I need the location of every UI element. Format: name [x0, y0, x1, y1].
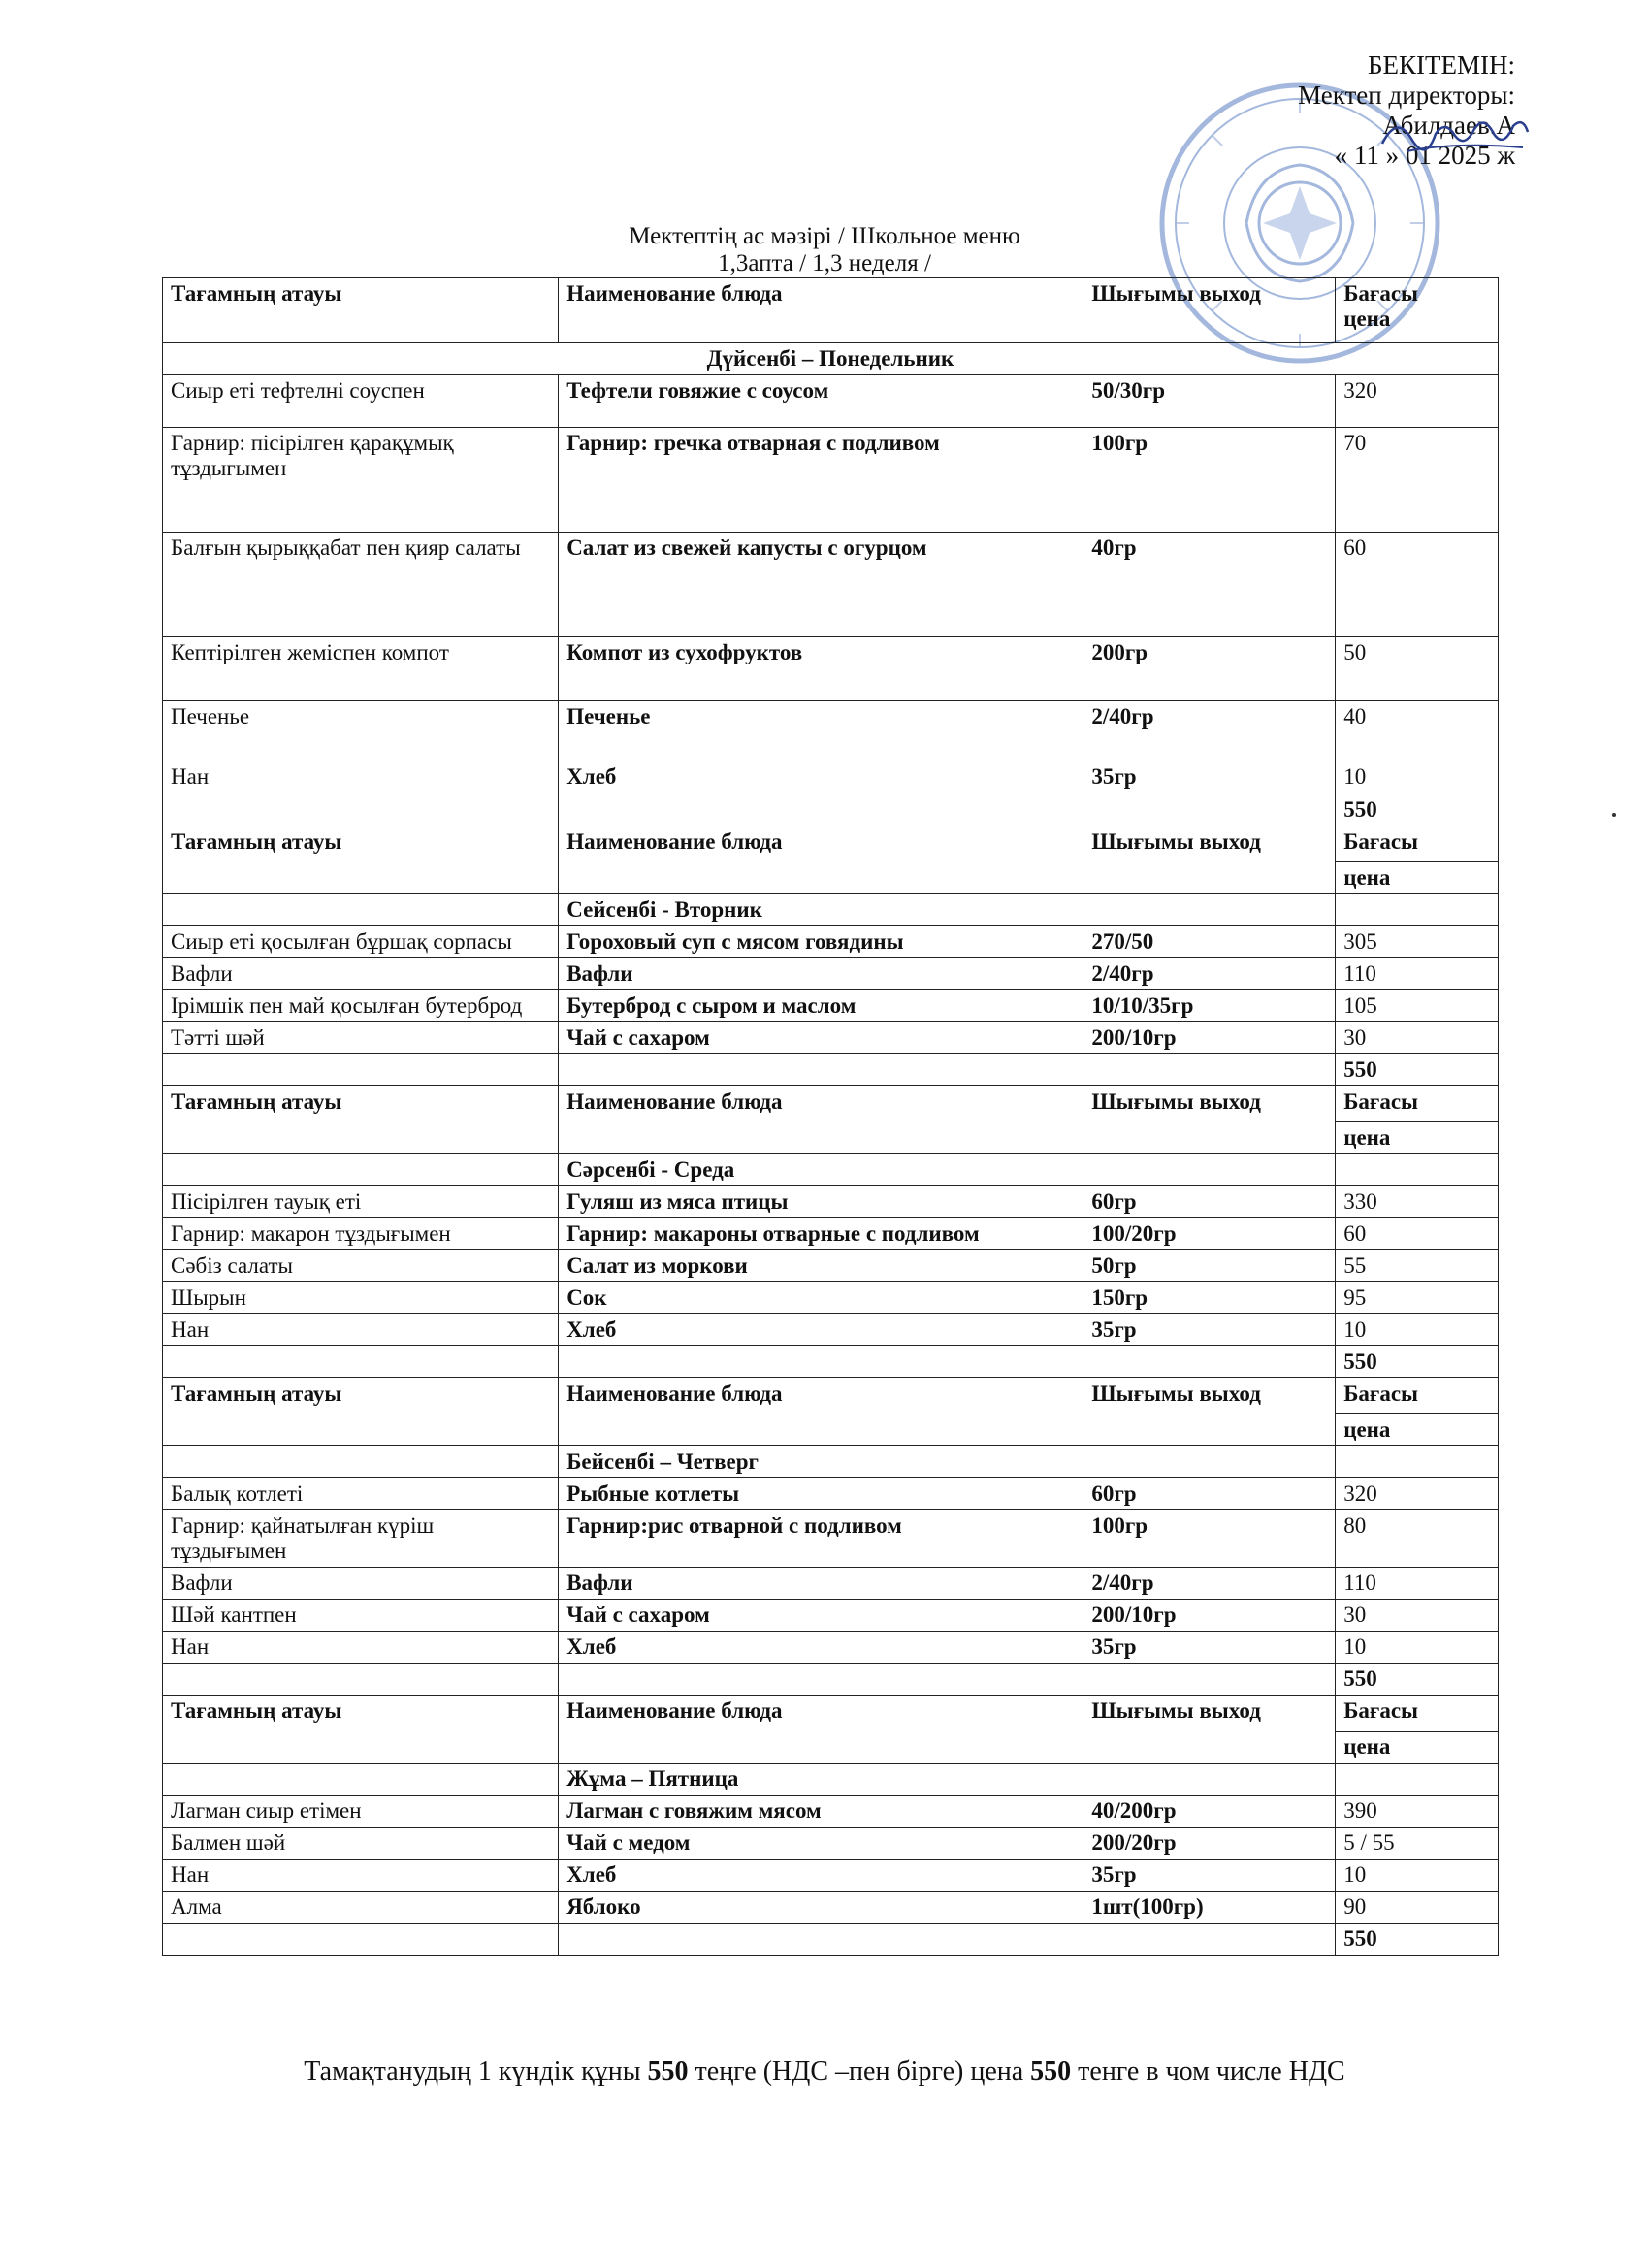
dish-output: 60гр — [1083, 1186, 1336, 1218]
header-price-ru: цена — [1336, 1414, 1499, 1446]
dish-output: 100гр — [1083, 428, 1336, 533]
total-empty — [1083, 794, 1336, 826]
header-output: Шығымы выход — [1083, 1378, 1336, 1414]
header-empty — [163, 1414, 559, 1446]
header-price-kz: Бағасы — [1336, 1378, 1499, 1414]
header-price-ru: цена — [1336, 862, 1499, 894]
dish-price: 330 — [1336, 1186, 1499, 1218]
dish-price: 50 — [1336, 637, 1499, 701]
table-row — [163, 1510, 1499, 1568]
header-output: Шығымы выход — [1083, 278, 1336, 343]
table-row — [163, 1860, 1499, 1892]
approval-position: Мектеп директоры: — [1298, 81, 1515, 110]
total-row — [163, 1054, 1499, 1086]
day-row — [163, 1446, 1499, 1478]
dish-price: 70 — [1336, 428, 1499, 533]
table-row — [163, 1568, 1499, 1600]
dish-price: 10 — [1336, 1314, 1499, 1346]
day-name: Жұма – Пятница — [559, 1764, 1083, 1796]
dish-price: 105 — [1336, 990, 1499, 1022]
dish-name-kz: Ірімшік пен май қосылған бутерброд — [163, 990, 559, 1022]
day-total: 550 — [1336, 1054, 1499, 1086]
total-row — [163, 1664, 1499, 1696]
table-row — [163, 761, 1499, 794]
dish-name-kz: Шәй кантпен — [163, 1600, 559, 1632]
table-row — [163, 701, 1499, 761]
day-empty — [1336, 1446, 1499, 1478]
dish-name-kz: Сиыр еті тефтелні соуспен — [163, 375, 559, 428]
dish-name-ru: Хлеб — [559, 761, 1083, 794]
table-header-row — [163, 1378, 1499, 1414]
dish-output: 60гр — [1083, 1478, 1336, 1510]
table-header-row-2 — [163, 1414, 1499, 1446]
day-row — [163, 1154, 1499, 1186]
dish-name-ru: Хлеб — [559, 1632, 1083, 1664]
dish-output: 2/40гр — [1083, 1568, 1336, 1600]
table-header-row — [163, 1696, 1499, 1732]
dish-name-ru: Вафли — [559, 958, 1083, 990]
total-empty — [559, 1346, 1083, 1378]
dish-name-ru: Хлеб — [559, 1314, 1083, 1346]
dish-name-kz: Пісірілген тауық еті — [163, 1186, 559, 1218]
dish-name-ru: Гарнир: макароны отварные с подливом — [559, 1218, 1083, 1250]
header-empty — [163, 862, 559, 894]
dish-name-kz: Нан — [163, 1314, 559, 1346]
dish-price: 10 — [1336, 761, 1499, 794]
approval-name: Абилдаев.А — [1382, 111, 1515, 140]
dish-name-kz: Гарнир: қайнатылған күріш тұздығымен — [163, 1510, 559, 1568]
dish-output: 10/10/35гр — [1083, 990, 1336, 1022]
dish-name-ru: Чай с медом — [559, 1828, 1083, 1860]
table-header-row-2 — [163, 862, 1499, 894]
dish-name-ru: Бутерброд с сыром и маслом — [559, 990, 1083, 1022]
total-empty — [1083, 1054, 1336, 1086]
day-name: Сәрсенбі - Среда — [559, 1154, 1083, 1186]
day-empty — [163, 1764, 559, 1796]
dish-price: 110 — [1336, 958, 1499, 990]
header-empty — [559, 1414, 1083, 1446]
dish-price: 60 — [1336, 533, 1499, 637]
dish-output: 2/40гр — [1083, 958, 1336, 990]
table-row — [163, 1218, 1499, 1250]
dish-name-ru: Рыбные котлеты — [559, 1478, 1083, 1510]
dish-output: 200/20гр — [1083, 1828, 1336, 1860]
dish-output: 100/20гр — [1083, 1218, 1336, 1250]
dish-price: 55 — [1336, 1250, 1499, 1282]
header-kz-name: Тағамның атауы — [163, 278, 559, 343]
day-empty — [163, 1446, 559, 1478]
table-row — [163, 1892, 1499, 1924]
table-row — [163, 1186, 1499, 1218]
total-empty — [163, 1054, 559, 1086]
dish-price: 60 — [1336, 1218, 1499, 1250]
day-name: Дүйсенбі – Понедельник — [163, 343, 1499, 375]
table-row — [163, 428, 1499, 533]
dish-name-ru: Яблоко — [559, 1892, 1083, 1924]
table-header-row-2 — [163, 1732, 1499, 1764]
dish-name-kz: Нан — [163, 1632, 559, 1664]
dish-name-kz: Гарнир: пісірілген қарақұмық тұздығымен — [163, 428, 559, 533]
day-empty — [1083, 1764, 1336, 1796]
header-empty — [163, 1122, 559, 1154]
day-name: Сейсенбі - Вторник — [559, 894, 1083, 926]
header-kz-name: Тағамның атауы — [163, 1086, 559, 1122]
dish-name-kz: Тәтті шәй — [163, 1022, 559, 1054]
dish-price: 10 — [1336, 1632, 1499, 1664]
header-price-kz: Бағасы — [1343, 281, 1419, 306]
table-row — [163, 926, 1499, 958]
dish-name-kz: Балық котлеті — [163, 1478, 559, 1510]
dish-price: 10 — [1336, 1860, 1499, 1892]
dish-name-kz: Сәбіз салаты — [163, 1250, 559, 1282]
day-empty — [1336, 894, 1499, 926]
total-empty — [163, 1924, 559, 1956]
dish-name-ru: Гарнир:рис отварной с подливом — [559, 1510, 1083, 1568]
dish-price: 95 — [1336, 1282, 1499, 1314]
dish-price: 110 — [1336, 1568, 1499, 1600]
dish-name-ru: Сок — [559, 1282, 1083, 1314]
header-price-ru: цена — [1343, 307, 1391, 331]
dish-price: 90 — [1336, 1892, 1499, 1924]
table-row — [163, 1250, 1499, 1282]
table-row — [163, 1632, 1499, 1664]
dish-name-kz: Гарнир: макарон тұздығымен — [163, 1218, 559, 1250]
dish-price: 320 — [1336, 1478, 1499, 1510]
total-empty — [559, 1924, 1083, 1956]
total-row — [163, 1346, 1499, 1378]
table-header-row — [163, 826, 1499, 862]
day-empty — [1336, 1764, 1499, 1796]
dish-name-kz: Балмен шәй — [163, 1828, 559, 1860]
approval-date: « 11 » 01 2025 ж — [1334, 141, 1515, 170]
header-ru-name: Наименование блюда — [559, 826, 1083, 862]
header-empty — [559, 1122, 1083, 1154]
header-output: Шығымы выход — [1083, 1086, 1336, 1122]
dish-output: 35гр — [1083, 1632, 1336, 1664]
day-row — [163, 1764, 1499, 1796]
dish-name-kz: Шырын — [163, 1282, 559, 1314]
dish-price: 5 / 55 — [1336, 1828, 1499, 1860]
dish-name-ru: Салат из моркови — [559, 1250, 1083, 1282]
header-empty — [1083, 862, 1336, 894]
table-row — [163, 1314, 1499, 1346]
dish-price: 390 — [1336, 1796, 1499, 1828]
total-empty — [1083, 1346, 1336, 1378]
dish-name-kz: Вафли — [163, 958, 559, 990]
table-row — [163, 1796, 1499, 1828]
header-ru-name: Наименование блюда — [559, 1696, 1083, 1732]
menu-subtitle: 1,3апта / 1,3 неделя / — [718, 250, 931, 276]
dish-output: 40/200гр — [1083, 1796, 1336, 1828]
dish-name-kz: Балғын қырыққабат пен қияр салаты — [163, 533, 559, 637]
table-row — [163, 1282, 1499, 1314]
total-empty — [1083, 1664, 1336, 1696]
table-row — [163, 1022, 1499, 1054]
dish-name-ru: Печенье — [559, 701, 1083, 761]
dish-name-kz: Печенье — [163, 701, 559, 761]
day-name: Бейсенбі – Четверг — [559, 1446, 1083, 1478]
footer-note — [0, 2057, 1649, 2088]
director-signature — [1377, 105, 1533, 163]
day-empty — [1083, 894, 1336, 926]
day-total: 550 — [1336, 1924, 1499, 1956]
total-empty — [163, 1346, 559, 1378]
dish-price: 80 — [1336, 1510, 1499, 1568]
dish-name-kz: Вафли — [163, 1568, 559, 1600]
day-empty — [1336, 1154, 1499, 1186]
header-empty — [1083, 1732, 1336, 1764]
table-header-row — [163, 1086, 1499, 1122]
table-header-row-2 — [163, 1122, 1499, 1154]
dish-name-ru: Чай с сахаром — [559, 1600, 1083, 1632]
header-empty — [559, 1732, 1083, 1764]
header-price-ru: цена — [1336, 1732, 1499, 1764]
day-row — [163, 343, 1499, 375]
dish-name-ru: Гуляш из мяса птицы — [559, 1186, 1083, 1218]
dish-price: 320 — [1336, 375, 1499, 428]
dish-name-ru: Хлеб — [559, 1860, 1083, 1892]
dish-name-ru: Вафли — [559, 1568, 1083, 1600]
table-row — [163, 375, 1499, 428]
table-row — [163, 1828, 1499, 1860]
table-row — [163, 637, 1499, 701]
dish-output: 100гр — [1083, 1510, 1336, 1568]
header-output: Шығымы выход — [1083, 1696, 1336, 1732]
header-empty — [1083, 1414, 1336, 1446]
total-empty — [163, 794, 559, 826]
dish-output: 50гр — [1083, 1250, 1336, 1282]
dish-name-kz: Нан — [163, 1860, 559, 1892]
footer-text-3: тенге в чом числе НДС — [1071, 2057, 1345, 2087]
dish-output: 2/40гр — [1083, 701, 1336, 761]
header-kz-name: Тағамның атауы — [163, 1378, 559, 1414]
dish-name-kz: Кептірілген жеміспен компот — [163, 637, 559, 701]
day-empty — [163, 894, 559, 926]
day-total: 550 — [1336, 794, 1499, 826]
header-ru-name: Наименование блюда — [559, 1378, 1083, 1414]
table-row — [163, 1600, 1499, 1632]
day-empty — [1083, 1446, 1336, 1478]
footer-amount-2: 550 — [1030, 2057, 1072, 2087]
header-empty — [1083, 1122, 1336, 1154]
header-price-kz: Бағасы — [1336, 1696, 1499, 1732]
day-total: 550 — [1336, 1664, 1499, 1696]
dish-output: 35гр — [1083, 761, 1336, 794]
dish-name-ru: Лагман с говяжим мясом — [559, 1796, 1083, 1828]
total-empty — [559, 1664, 1083, 1696]
dish-output: 40гр — [1083, 533, 1336, 637]
day-total: 550 — [1336, 1346, 1499, 1378]
dish-output: 35гр — [1083, 1314, 1336, 1346]
footer-text-1: Тамақтанудың 1 күндік құны — [304, 2057, 648, 2087]
total-empty — [559, 1054, 1083, 1086]
header-price — [1336, 278, 1499, 343]
day-empty — [163, 1154, 559, 1186]
dish-output: 50/30гр — [1083, 375, 1336, 428]
dish-name-ru: Гороховый суп с мясом говядины — [559, 926, 1083, 958]
table-row — [163, 1478, 1499, 1510]
dish-name-ru: Салат из свежей капусты с огурцом — [559, 533, 1083, 637]
total-empty — [559, 794, 1083, 826]
dish-name-kz: Сиыр еті қосылған бұршақ сорпасы — [163, 926, 559, 958]
dish-name-ru: Чай с сахаром — [559, 1022, 1083, 1054]
total-row — [163, 794, 1499, 826]
table-row — [163, 533, 1499, 637]
day-row — [163, 894, 1499, 926]
dish-output: 270/50 — [1083, 926, 1336, 958]
header-kz-name: Тағамның атауы — [163, 826, 559, 862]
header-empty — [559, 862, 1083, 894]
header-kz-name: Тағамның атауы — [163, 1696, 559, 1732]
approval-title: БЕКІТЕМІН: — [1368, 50, 1515, 80]
dish-name-ru: Компот из сухофруктов — [559, 637, 1083, 701]
dish-output: 200/10гр — [1083, 1022, 1336, 1054]
dish-name-kz: Лагман сиыр етімен — [163, 1796, 559, 1828]
dish-name-ru: Гарнир: гречка отварная с подливом — [559, 428, 1083, 533]
menu-title: Мектептің ас мәзірі / Школьное меню — [629, 223, 1020, 249]
table-header-row — [163, 278, 1499, 343]
header-ru-name: Наименование блюда — [559, 1086, 1083, 1122]
total-empty — [1083, 1924, 1336, 1956]
dish-name-ru: Тефтели говяжие с соусом — [559, 375, 1083, 428]
table-row — [163, 958, 1499, 990]
scan-dot — [1612, 813, 1616, 817]
dish-output: 35гр — [1083, 1860, 1336, 1892]
header-price-kz: Бағасы — [1336, 826, 1499, 862]
table-row — [163, 990, 1499, 1022]
dish-price: 40 — [1336, 701, 1499, 761]
total-row — [163, 1924, 1499, 1956]
dish-output: 200гр — [1083, 637, 1336, 701]
dish-output: 150гр — [1083, 1282, 1336, 1314]
footer-text-2: теңге (НДС –пен бірге) цена — [688, 2057, 1031, 2087]
dish-name-kz: Алма — [163, 1892, 559, 1924]
dish-output: 1шт(100гр) — [1083, 1892, 1336, 1924]
dish-output: 200/10гр — [1083, 1600, 1336, 1632]
day-empty — [1083, 1154, 1336, 1186]
dish-price: 30 — [1336, 1022, 1499, 1054]
dish-price: 305 — [1336, 926, 1499, 958]
header-price-kz: Бағасы — [1336, 1086, 1499, 1122]
header-price-ru: цена — [1336, 1122, 1499, 1154]
dish-name-kz: Нан — [163, 761, 559, 794]
menu-title-block — [0, 223, 1649, 277]
total-empty — [163, 1664, 559, 1696]
menu-table — [162, 277, 1499, 1956]
dish-price: 30 — [1336, 1600, 1499, 1632]
header-empty — [163, 1732, 559, 1764]
footer-amount-1: 550 — [647, 2057, 689, 2087]
header-ru-name: Наименование блюда — [559, 278, 1083, 343]
header-output: Шығымы выход — [1083, 826, 1336, 862]
